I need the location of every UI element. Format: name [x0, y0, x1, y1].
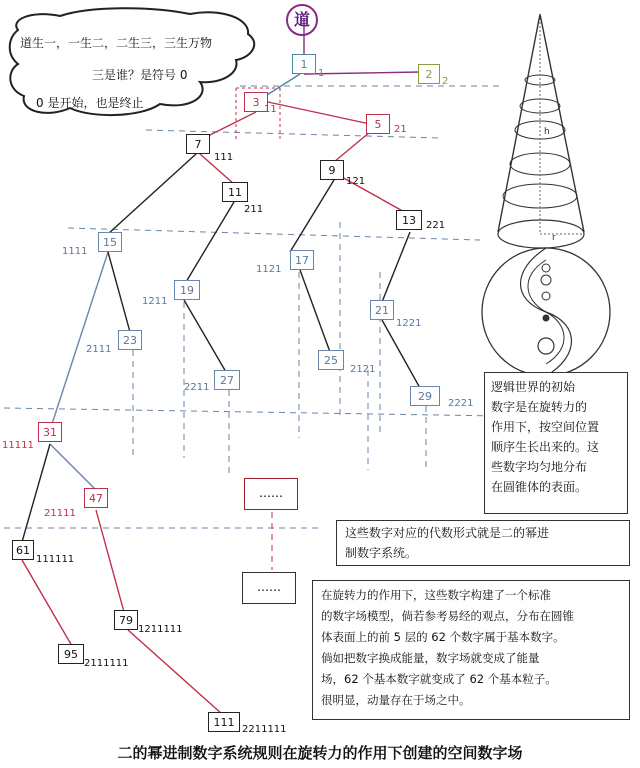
node-code-95: 2111111	[84, 658, 129, 669]
tree-edge	[334, 132, 370, 162]
node-31: 31	[38, 422, 62, 442]
node-code-11: 211	[244, 204, 264, 215]
ellipsis-box-2: ……	[242, 572, 296, 604]
note3-line: 很明显，动量存在于场之中。	[321, 693, 471, 707]
note3-line: 的数字场模型，倘若参考易经的观点，分布在圆锥	[321, 609, 574, 623]
note1-line: 在圆锥体的表面。	[491, 480, 588, 494]
node-7: 7	[186, 134, 210, 154]
node-code-17: 1121	[256, 264, 282, 275]
note-number-field	[312, 580, 630, 720]
taiji-dot	[541, 275, 551, 285]
note3-line: 场，62 个基本数字就变成了 62 个基本粒子。	[321, 672, 557, 686]
node-code-79: 1211111	[138, 624, 183, 635]
node-11: 11	[222, 182, 248, 202]
note3-line: 倘如把数字换成能量，数字场就变成了能量	[321, 651, 540, 665]
note1-line: 些数字均匀地分布	[491, 460, 588, 474]
node-2: 2	[418, 64, 440, 84]
node-code-21: 1221	[396, 318, 422, 329]
node-3: 3	[244, 92, 268, 112]
node-code-31: 11111	[2, 440, 34, 451]
node-23: 23	[118, 330, 142, 350]
dao-root-node: 道	[286, 4, 318, 36]
tree-edge	[108, 154, 196, 234]
tree-edge	[52, 252, 108, 424]
note2-line: 这些数字对应的代数形式就是二的幂进	[345, 526, 550, 540]
node-13: 13	[396, 210, 422, 230]
taiji-dot	[542, 292, 550, 300]
node-9: 9	[320, 160, 344, 180]
tree-edge	[50, 444, 96, 490]
node-79: 79	[114, 610, 138, 630]
taiji-dot	[543, 315, 549, 321]
taiji-inner-curve	[528, 260, 564, 364]
node-15: 15	[98, 232, 122, 252]
node-29: 29	[410, 386, 440, 406]
cloud-line-3: 0 是开始，也是终止	[36, 96, 144, 110]
tree-edge	[184, 300, 226, 372]
node-1: 1	[292, 54, 316, 74]
note3-line: 体表面上的前 5 层的 62 个数字属于基本数字。	[321, 630, 565, 644]
tree-edge	[382, 320, 420, 388]
note1-line: 数字是在旋转力的	[491, 400, 588, 414]
node-code-25: 2121	[350, 364, 376, 375]
taiji-dot	[542, 264, 550, 272]
node-code-13: 221	[426, 220, 446, 231]
tree-edge	[22, 560, 72, 646]
node-61: 61	[12, 540, 34, 560]
tree-edge	[382, 232, 410, 302]
node-code-111: 2211111	[242, 724, 287, 735]
note1-line: 作用下，按空间位置	[491, 420, 600, 434]
node-21: 21	[370, 300, 394, 320]
node-code-3: 11	[264, 104, 277, 115]
node-code-19: 1211	[142, 296, 168, 307]
note1-line: 顺序生长出来的。这	[491, 440, 600, 454]
figure-caption: 二的幂进制数字系统规则在旋转力的作用下创建的空间数字场	[117, 744, 523, 762]
cone-outline	[498, 14, 584, 232]
node-code-5: 21	[394, 124, 407, 135]
tree-edge	[96, 510, 124, 612]
taiji-eye	[538, 338, 554, 354]
node-95: 95	[58, 644, 84, 664]
ellipsis-box-1: ……	[244, 478, 298, 510]
note1-line: 逻辑世界的初始	[491, 380, 576, 394]
node-code-9: 121	[346, 176, 366, 187]
node-code-7: 111	[214, 152, 234, 163]
note-initial-numbers	[484, 372, 628, 514]
node-5: 5	[366, 114, 390, 134]
cone-label-h: h	[544, 127, 550, 137]
tree-edge	[186, 202, 234, 282]
tree-edge	[268, 102, 370, 124]
tree-edge	[128, 630, 222, 714]
tree-edge	[290, 180, 334, 252]
node-code-1: 1	[318, 68, 325, 79]
node-code-27: 2211	[184, 382, 210, 393]
tree-edge	[22, 444, 50, 542]
tree-edge	[108, 252, 130, 332]
node-code-61: 111111	[36, 554, 75, 565]
note-binary-system	[336, 520, 630, 566]
node-27: 27	[214, 370, 240, 390]
node-code-15: 1111	[62, 246, 88, 257]
node-47: 47	[84, 488, 108, 508]
cone-label-r: r	[552, 233, 556, 243]
node-111: 111	[208, 712, 240, 732]
tree-edge	[300, 270, 330, 352]
node-17: 17	[290, 250, 314, 270]
cloud-line-1: 道生一，一生二，二生三，三生万物	[20, 36, 213, 50]
cloud-line-2: 三是谁？是符号 0	[92, 68, 188, 82]
note2-line: 制数字系统。	[345, 546, 418, 560]
note3-line: 在旋转力的作用下，这些数字构建了一个标准	[321, 588, 551, 602]
node-25: 25	[318, 350, 344, 370]
node-code-47: 21111	[44, 508, 76, 519]
node-code-29: 2221	[448, 398, 474, 409]
node-code-2: 2	[442, 76, 449, 87]
node-code-23: 2111	[86, 344, 112, 355]
node-19: 19	[174, 280, 200, 300]
